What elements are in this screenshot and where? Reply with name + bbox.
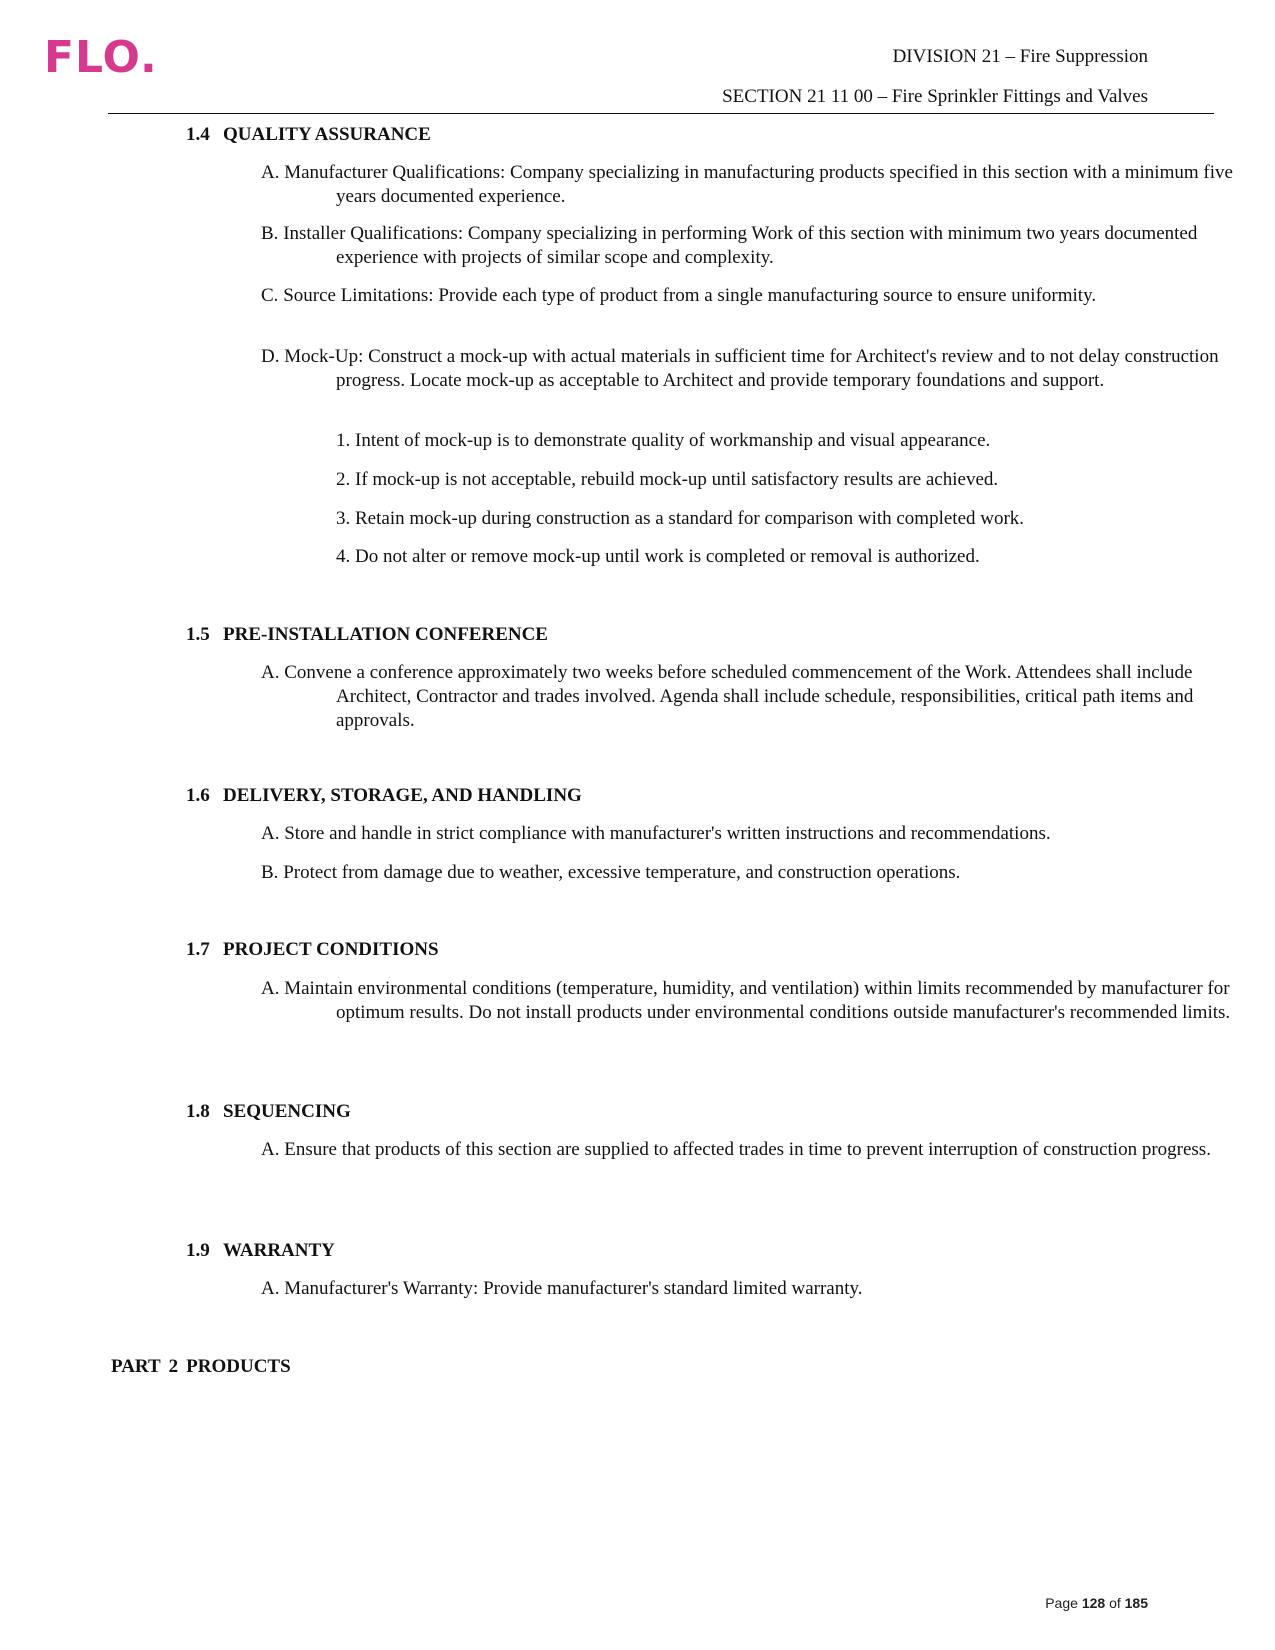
list-item: B. Protect from damage due to weather, excessive temperature, and construction operations. <box>261 862 961 883</box>
sub-list-item: 2. If mock-up is not acceptable, rebuild mock-up until satisfactory results are achieved. <box>336 469 999 490</box>
list-item: A. Store and handle in strict compliance with manufacturer's written instructions and recommendations. <box>261 823 1051 844</box>
list-item: C. Source Limitations: Provide each type of product from a single manufacturing source to ensure uniformity. <box>261 285 1097 306</box>
sub-list-item: 3. Retain mock-up during construction as a standard for comparison with completed work. <box>336 508 1025 529</box>
section-heading-1-8: 1.8 SEQUENCING <box>186 1101 351 1122</box>
list-item: A. Manufacturer's Warranty: Provide manufacturer's standard limited warranty. <box>261 1278 863 1299</box>
list-item: A. Manufacturer Qualifications: Company specializing in manufacturing products specified in this section with a minimum five years documented experience. <box>261 162 1233 207</box>
sub-list-item: 1. Intent of mock-up is to demonstrate quality of workmanship and visual appearance. <box>336 430 991 451</box>
section-heading-1-5: 1.5 PRE-INSTALLATION CONFERENCE <box>186 624 548 645</box>
list-item: A. Convene a conference approximately two weeks before scheduled commencement of the Work. Attendees shall include Architect, Contractor and trades involved. Agenda shall include schedule, responsibilities, critical path items and approvals. <box>261 662 1194 731</box>
section-heading-1-9: 1.9 WARRANTY <box>186 1240 335 1261</box>
list-item: D. Mock-Up: Construct a mock-up with actual materials in sufficient time for Architect's review and to not delay construction progress. Locate mock-up as acceptable to Architect and provide temporary foundations and support. <box>261 346 1219 391</box>
sub-list-item: 4. Do not alter or remove mock-up until work is completed or removal is authorized. <box>336 546 980 567</box>
section-heading-1-6: 1.6 DELIVERY, STORAGE, AND HANDLING <box>186 785 582 806</box>
section-header: SECTION 21 11 00 – Fire Sprinkler Fittings and Valves <box>722 86 1148 107</box>
list-item: A. Maintain environmental conditions (temperature, humidity, and ventilation) within limits recommended by manufacturer for optimum results. Do not install products under environmental conditions outside manufacturer's recommended limits. <box>261 978 1231 1023</box>
division-header: DIVISION 21 – Fire Suppression <box>892 46 1148 67</box>
list-item: A. Ensure that products of this section are supplied to affected trades in time to prevent interruption of construction progress. <box>261 1139 1211 1160</box>
section-heading-1-4: 1.4 QUALITY ASSURANCE <box>186 124 431 145</box>
flo-logo: FLO. <box>44 32 158 83</box>
header-rule <box>108 113 1214 114</box>
page-number: Page 128 of 185 <box>1045 1595 1148 1611</box>
section-heading-1-7: 1.7 PROJECT CONDITIONS <box>186 939 439 960</box>
list-item: B. Installer Qualifications: Company specializing in performing Work of this section with minimum two years documented experience with projects of similar scope and complexity. <box>261 223 1198 268</box>
part-heading: PART 2 PRODUCTS <box>111 1356 291 1377</box>
